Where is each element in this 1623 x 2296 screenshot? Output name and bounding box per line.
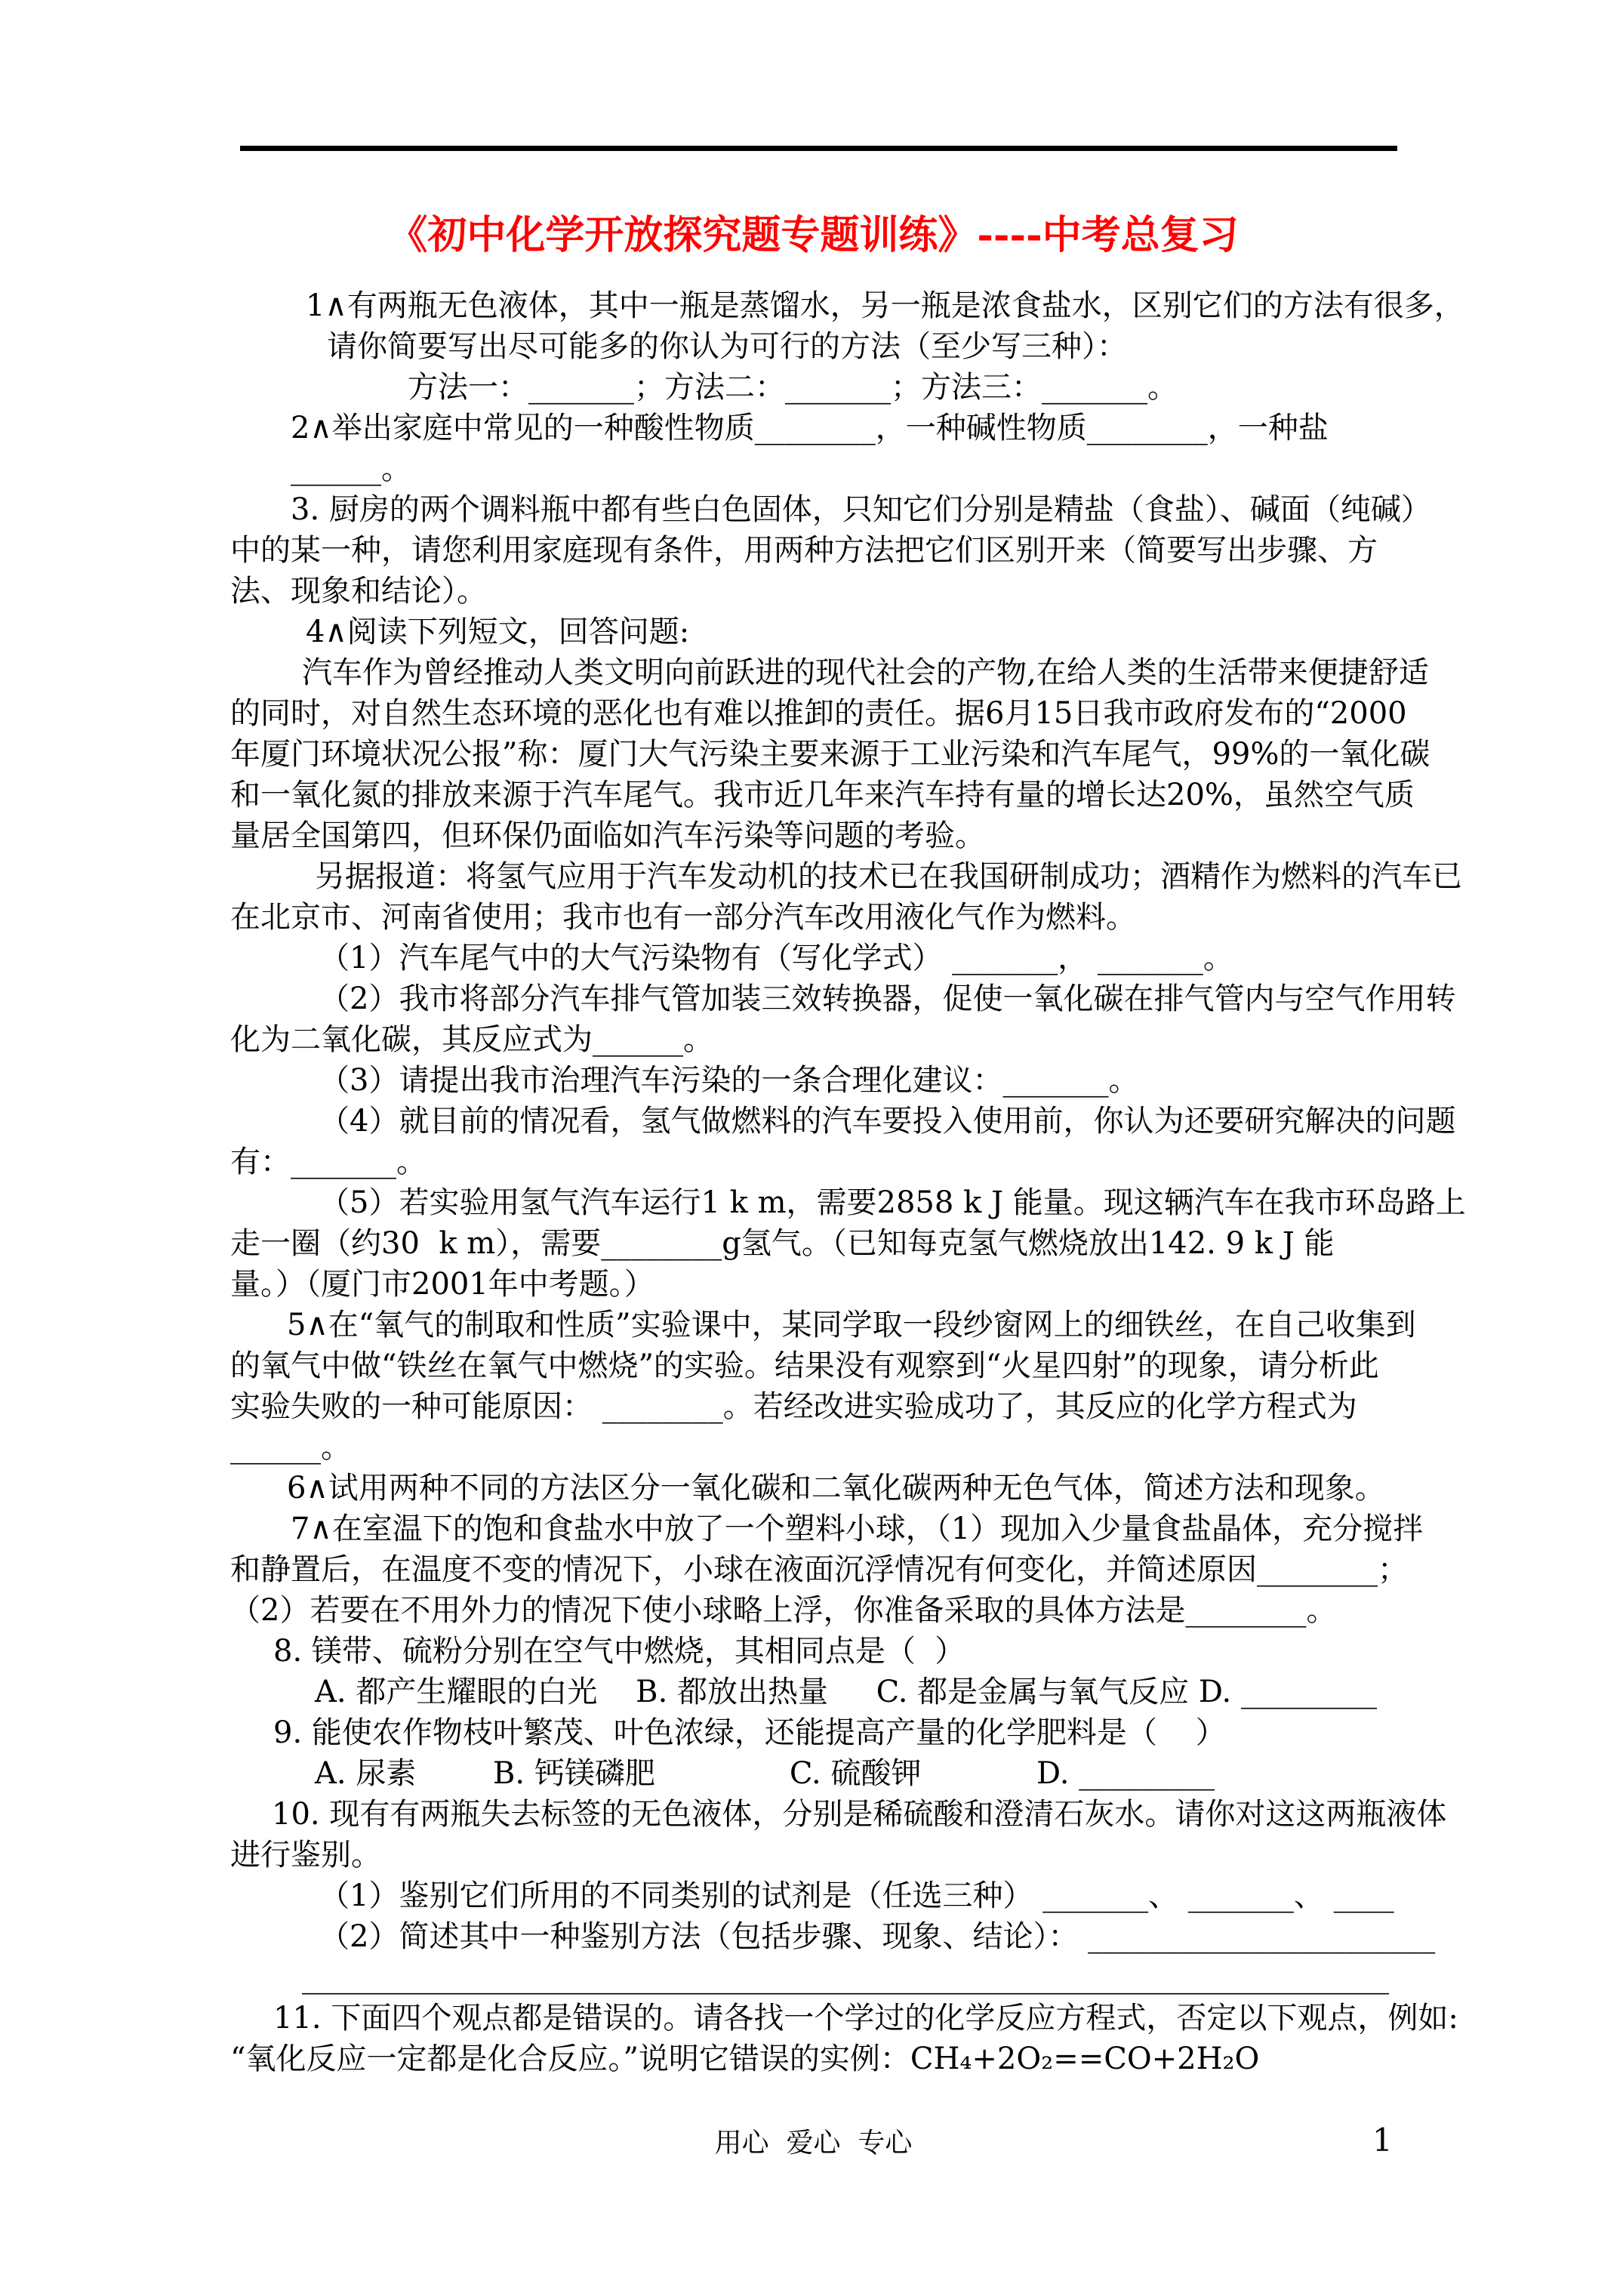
q4-sub5-line2: 走一圈（约30 k m），需要________g氢气。（已知每克氢气燃烧放出142. 9 k J 能	[230, 1226, 1335, 1261]
q7-line2: 和静置后，在温度不变的情况下，小球在液面沉浮情况有何变化，并简述原因________；	[230, 1552, 1408, 1587]
q4-heading: 4∧阅读下列短文，回答问题:	[306, 615, 690, 649]
q1-line1: 1∧有两瓶无色液体，其中一瓶是蒸馏水，另一瓶是浓食盐水，区别它们的方法有很多，	[306, 288, 1464, 323]
header-rule	[240, 146, 1397, 151]
q4-sub3: （3）请提出我市治理汽车污染的一条合理化建议：_______。	[319, 1063, 1139, 1098]
q4-passage-line2: 的同时，对自然生态环境的恶化也有难以推卸的责任。据6月15日我市政府发布的“2000	[230, 696, 1407, 731]
q9-line: 9. 能使农作物枝叶繁茂、叶色浓绿，还能提高产量的化学肥料是（ ）	[273, 1715, 1226, 1750]
q4-passage-line1: 汽车作为曾经推动人类文明向前跃进的现代社会的产物,在给人类的生活带来便捷舒适	[302, 655, 1429, 690]
q4-sub1: （1）汽车尾气中的大气污染物有（写化学式） _______， _______。	[319, 941, 1233, 975]
q5-line3: 实验失败的一种可能原因： ________。若经改进实验成功了，其反应的化学方程式为	[230, 1389, 1357, 1424]
q10-line1: 10. 现有有两瓶失去标签的无色液体，分别是稀硫酸和澄清石灰水。请你对这这两瓶液体	[272, 1797, 1447, 1832]
q4-sub4-line1: （4）就目前的情况看，氢气做燃料的汽车要投入使用前，你认为还要研究解决的问题	[319, 1104, 1456, 1139]
q5-line2: 的氧气中做“铁丝在氧气中燃烧”的实验。结果没有观察到“火星四射”的现象，请分析此	[230, 1348, 1379, 1383]
q10-answer-line: ________________________________________________________________________	[302, 1960, 1389, 1995]
q4-passage-line5: 量居全国第四，但环保仍面临如汽车污染等问题的考验。	[230, 818, 985, 853]
q2-blank-line: ______。	[291, 451, 411, 486]
q3-line3: 法、现象和结论）。	[230, 574, 487, 609]
q4-passage-line4: 和一氧化氮的排放来源于汽车尾气。我市近几年来汽车持有量的增长达20%，虽然空气质	[230, 778, 1415, 812]
q5-line1: 5∧在“氧气的制取和性质”实验课中，某同学取一段纱窗网上的细铁丝，在自己收集到	[287, 1308, 1416, 1342]
q4-passage-line6: 另据报道：将氢气应用于汽车发动机的技术已在我国研制成功；酒精作为燃料的汽车已	[315, 859, 1462, 894]
q4-sub5-line1: （5）若实验用氢气汽车运行1 k m，需要2858 k J 能量。现这辆汽车在我市环岛路上	[319, 1185, 1466, 1220]
q8-options: A. 都产生耀眼的白光 B. 都放出热量 C. 都是金属与氧气反应 D. _________	[315, 1675, 1377, 1709]
q9-options: A. 尿素 B. 钙镁磷肥 C. 硫酸钾 D. _________	[315, 1756, 1215, 1791]
q2-line1: 2∧举出家庭中常见的一种酸性物质________，一种碱性物质________，一种盐	[291, 411, 1329, 445]
q3-line1: 3. 厨房的两个调料瓶中都有些白色固体，只知它们分别是精盐（食盐）、碱面（纯碱）	[291, 492, 1431, 527]
q4-passage-line7: 在北京市、河南省使用；我市也有一部分汽车改用液化气作为燃料。	[230, 900, 1136, 935]
q10-sub1: （1）鉴别它们所用的不同类别的试剂是（任选三种） _______、 _______、 ____	[319, 1878, 1394, 1913]
q4-passage-line3: 年厦门环境状况公报”称：厦门大气污染主要来源于工业污染和汽车尾气，99%的一氧化碳	[230, 737, 1431, 772]
q7-line3: （2）若要在不用外力的情况下使小球略上浮，你准备采取的具体方法是________。	[230, 1593, 1337, 1628]
q4-sub2-line2: 化为二氧化碳，其反应式为______。	[230, 1022, 713, 1057]
q7-line1: 7∧在室温下的饱和食盐水中放了一个塑料小球，（1）现加入少量食盐晶体，充分搅拌	[291, 1512, 1424, 1546]
q1-line2: 请你简要写出尽可能多的你认为可行的方法（至少写三种）：	[327, 329, 1127, 364]
q5-blank-line: ______。	[230, 1430, 351, 1465]
q3-line2: 中的某一种，请您利用家庭现有条件，用两种方法把它们区别开来（简要写出步骤、方	[230, 533, 1378, 568]
page-number: 1	[1372, 2122, 1393, 2159]
page-title: 《初中化学开放探究题专题训练》----中考总复习	[388, 212, 1239, 258]
q4-sub4-line2: 有：_______。	[230, 1145, 427, 1179]
q8-line: 8. 镁带、硫粉分别在空气中燃烧，其相同点是（ ）	[273, 1634, 965, 1669]
q1-methods-line: 方法一：_______；方法二：_______；方法三：_______。	[408, 370, 1178, 405]
q10-line2: 进行鉴别。	[230, 1838, 381, 1872]
q10-sub2: （2）简述其中一种鉴别方法（包括步骤、现象、结论）： _______________________	[319, 1919, 1436, 1954]
q4-source-line: 量。）（厦门市2001年中考题。）	[230, 1267, 654, 1302]
footer-motto: 用心 爱心 专心	[714, 2128, 913, 2159]
document-body	[230, 285, 1466, 2079]
q6-line: 6∧试用两种不同的方法区分一氧化碳和二氧化碳两种无色气体，简述方法和现象。	[287, 1471, 1385, 1505]
q4-sub2-line1: （2）我市将部分汽车排气管加装三效转换器，促使一氧化碳在排气管内与空气作用转	[319, 982, 1456, 1016]
q11-line1: 11. 下面四个观点都是错误的。请各找一个学过的化学反应方程式，否定以下观点，例如:	[273, 2001, 1458, 2036]
q11-line2: “氧化反应一定都是化合反应。”说明它错误的实例：CH₄+2O₂==CO+2H₂O	[230, 2042, 1260, 2076]
